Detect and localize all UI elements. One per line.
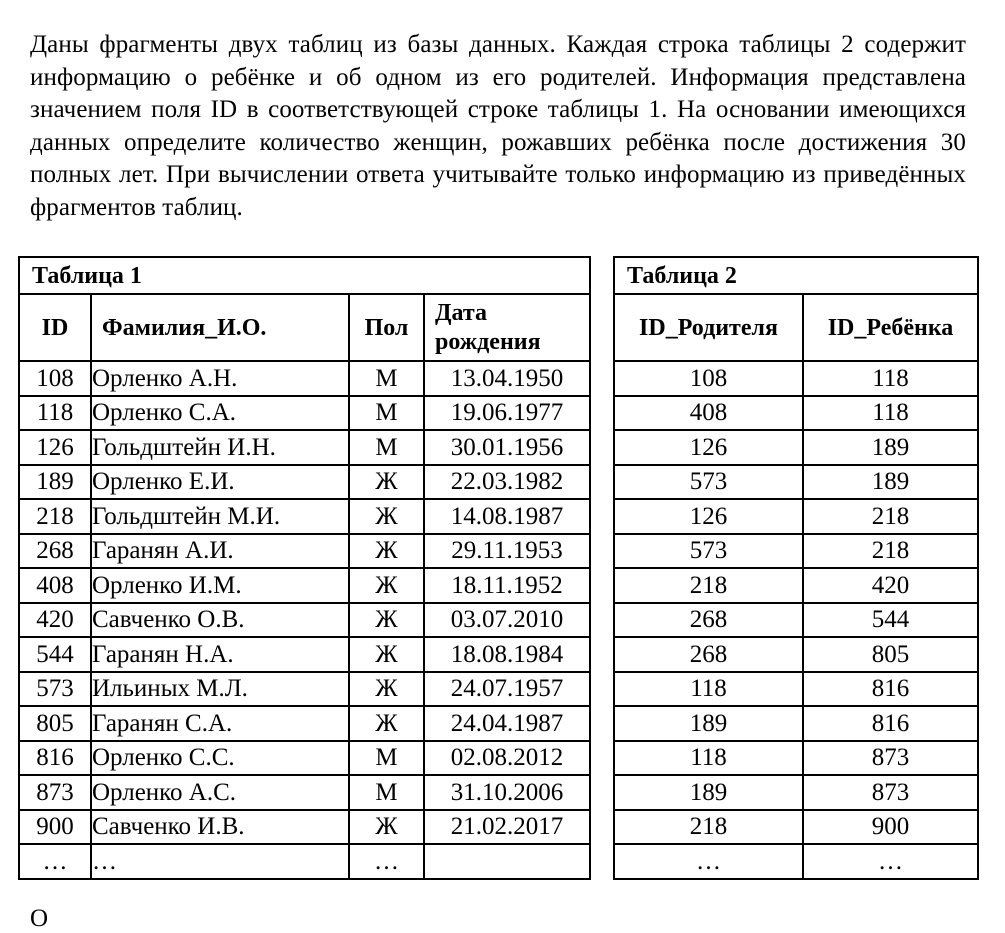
cell-id: 268 xyxy=(19,534,91,569)
cell-sex: Ж xyxy=(349,499,424,534)
cell-id: 108 xyxy=(19,361,91,396)
table-row xyxy=(614,810,978,845)
cell-name: Савченко О.В. xyxy=(91,603,349,638)
cell-birth-date: 18.11.1952 xyxy=(424,568,590,603)
task-line: На основании имеющихся данных определите количество женщин, xyxy=(30,96,967,156)
cell-child-id: 118 xyxy=(803,361,978,396)
column-header-birth-date: Дата рождения xyxy=(424,294,590,361)
cell-parent-id: 268 xyxy=(614,637,803,672)
table-row xyxy=(19,672,590,707)
cell-parent-id: 118 xyxy=(614,672,803,707)
cell-sex: Ж xyxy=(349,568,424,603)
table-row xyxy=(19,361,590,396)
table-row xyxy=(19,430,590,465)
table-row xyxy=(614,430,978,465)
cell-sex: Ж xyxy=(349,603,424,638)
column-header-name: Фамилия_И.О. xyxy=(91,294,349,361)
column-header-child-id: ID_Ребёнка xyxy=(803,294,978,361)
cell-name: Гаранян С.А. xyxy=(91,706,349,741)
cell-birth-date: 24.04.1987 xyxy=(424,706,590,741)
cell-id: 900 xyxy=(19,810,91,845)
cell-name: Орленко С.С. xyxy=(91,741,349,776)
table-row xyxy=(19,810,590,845)
table-row xyxy=(614,465,978,500)
table-row xyxy=(19,499,590,534)
cell-birth-date: 19.06.1977 xyxy=(424,396,590,431)
table-row xyxy=(614,396,978,431)
cell-parent-id: 408 xyxy=(614,396,803,431)
table-row xyxy=(614,568,978,603)
cell-id: 816 xyxy=(19,741,91,776)
cell-name: … xyxy=(91,844,349,879)
cell-child-id: 900 xyxy=(803,810,978,845)
cell-birth-date: 31.10.2006 xyxy=(424,775,590,810)
cell-id: 544 xyxy=(19,637,91,672)
cell-child-id: … xyxy=(803,844,978,879)
table-2-caption: Таблица 2 xyxy=(614,257,978,294)
cell-child-id: 189 xyxy=(803,465,978,500)
table-row xyxy=(19,775,590,810)
table-row xyxy=(19,396,590,431)
cell-sex: М xyxy=(349,430,424,465)
table-row xyxy=(19,741,590,776)
cell-parent-id: 189 xyxy=(614,775,803,810)
cell-parent-id: 126 xyxy=(614,430,803,465)
cell-child-id: 873 xyxy=(803,741,978,776)
cell-id: 420 xyxy=(19,603,91,638)
cell-parent-id: 573 xyxy=(614,465,803,500)
cell-child-id: 816 xyxy=(803,706,978,741)
cell-name: Орленко С.А. xyxy=(91,396,349,431)
cell-name: Орленко И.М. xyxy=(91,568,349,603)
cell-sex: М xyxy=(349,775,424,810)
task-line: учитывайте только информацию из приведённых фрагментов таблиц. xyxy=(30,161,966,221)
table-row xyxy=(614,603,978,638)
cell-parent-id: 189 xyxy=(614,706,803,741)
cell-sex: … xyxy=(349,844,424,879)
table-row xyxy=(19,844,590,879)
cell-id: 805 xyxy=(19,706,91,741)
cell-parent-id: 126 xyxy=(614,499,803,534)
cell-id: 126 xyxy=(19,430,91,465)
cell-sex: Ж xyxy=(349,534,424,569)
task-line: рожавших ребёнка после достижения 30 полных лет. При вычислении ответа xyxy=(30,128,966,188)
cell-birth-date: 29.11.1953 xyxy=(424,534,590,569)
table-row xyxy=(19,465,590,500)
cell-sex: М xyxy=(349,741,424,776)
cell-id: 118 xyxy=(19,396,91,431)
cell-birth-date xyxy=(424,844,590,879)
cell-sex: Ж xyxy=(349,810,424,845)
table-row xyxy=(614,775,978,810)
cell-child-id: 544 xyxy=(803,603,978,638)
cell-name: Гольдштейн И.Н. xyxy=(91,430,349,465)
cell-sex: М xyxy=(349,396,424,431)
table-1-caption: Таблица 1 xyxy=(19,257,590,294)
cell-birth-date: 21.02.2017 xyxy=(424,810,590,845)
table-row xyxy=(614,499,978,534)
table-row xyxy=(614,361,978,396)
cell-birth-date: 24.07.1957 xyxy=(424,672,590,707)
cell-name: Гаранян А.И. xyxy=(91,534,349,569)
cell-name: Ильиных М.Л. xyxy=(91,672,349,707)
cell-sex: М xyxy=(349,361,424,396)
table-row xyxy=(19,603,590,638)
cell-birth-date: 13.04.1950 xyxy=(424,361,590,396)
cell-id: 189 xyxy=(19,465,91,500)
table-2-body xyxy=(614,361,978,879)
table-row xyxy=(614,706,978,741)
cell-name: Орленко А.Н. xyxy=(91,361,349,396)
cell-birth-date: 18.08.1984 xyxy=(424,637,590,672)
cell-sex: Ж xyxy=(349,637,424,672)
table-row xyxy=(19,534,590,569)
cell-child-id: 816 xyxy=(803,672,978,707)
cell-child-id: 189 xyxy=(803,430,978,465)
cell-child-id: 873 xyxy=(803,775,978,810)
cell-parent-id: 118 xyxy=(614,741,803,776)
cell-id: … xyxy=(19,844,91,879)
cell-name: Савченко И.В. xyxy=(91,810,349,845)
cell-birth-date: 14.08.1987 xyxy=(424,499,590,534)
cell-id: 873 xyxy=(19,775,91,810)
cell-parent-id: 573 xyxy=(614,534,803,569)
cell-birth-date: 30.01.1956 xyxy=(424,430,590,465)
column-header-parent-id: ID_Родителя xyxy=(614,294,803,361)
column-header-id: ID xyxy=(19,294,91,361)
cell-parent-id: 218 xyxy=(614,810,803,845)
cell-name: Орленко Е.И. xyxy=(91,465,349,500)
cell-child-id: 218 xyxy=(803,499,978,534)
cell-child-id: 420 xyxy=(803,568,978,603)
table-row xyxy=(19,706,590,741)
task-line: Даны фрагменты двух таблиц из базы данных. Каждая строка таблицы 2 xyxy=(30,31,854,58)
table-1-body xyxy=(19,361,590,879)
cell-child-id: 805 xyxy=(803,637,978,672)
task-line: содержит информацию о ребёнке и об одном из его родителей. Информация xyxy=(30,31,966,91)
cell-sex: Ж xyxy=(349,706,424,741)
cell-parent-id: 218 xyxy=(614,568,803,603)
table-1 xyxy=(18,256,591,880)
cell-name: Гаранян Н.А. xyxy=(91,637,349,672)
cell-sex: Ж xyxy=(349,465,424,500)
truncated-text: О xyxy=(30,905,49,932)
table-row xyxy=(614,534,978,569)
cell-birth-date: 22.03.1982 xyxy=(424,465,590,500)
cell-birth-date: 02.08.2012 xyxy=(424,741,590,776)
table-row xyxy=(19,568,590,603)
cell-parent-id: … xyxy=(614,844,803,879)
task-statement xyxy=(30,29,966,224)
column-header-sex: Пол xyxy=(349,294,424,361)
cell-parent-id: 108 xyxy=(614,361,803,396)
cell-name: Гольдштейн М.И. xyxy=(91,499,349,534)
table-row xyxy=(614,844,978,879)
table-row xyxy=(19,637,590,672)
cell-child-id: 218 xyxy=(803,534,978,569)
cell-sex: Ж xyxy=(349,672,424,707)
table-2 xyxy=(613,256,979,880)
cell-parent-id: 268 xyxy=(614,603,803,638)
cell-birth-date: 03.07.2010 xyxy=(424,603,590,638)
cell-child-id: 118 xyxy=(803,396,978,431)
cell-id: 408 xyxy=(19,568,91,603)
task-line: представлена значением поля ID в соответствующей строке таблицы 1. xyxy=(30,63,966,123)
table-row xyxy=(614,672,978,707)
cell-name: Орленко А.С. xyxy=(91,775,349,810)
cell-id: 218 xyxy=(19,499,91,534)
table-row xyxy=(614,741,978,776)
table-row xyxy=(614,637,978,672)
cell-id: 573 xyxy=(19,672,91,707)
